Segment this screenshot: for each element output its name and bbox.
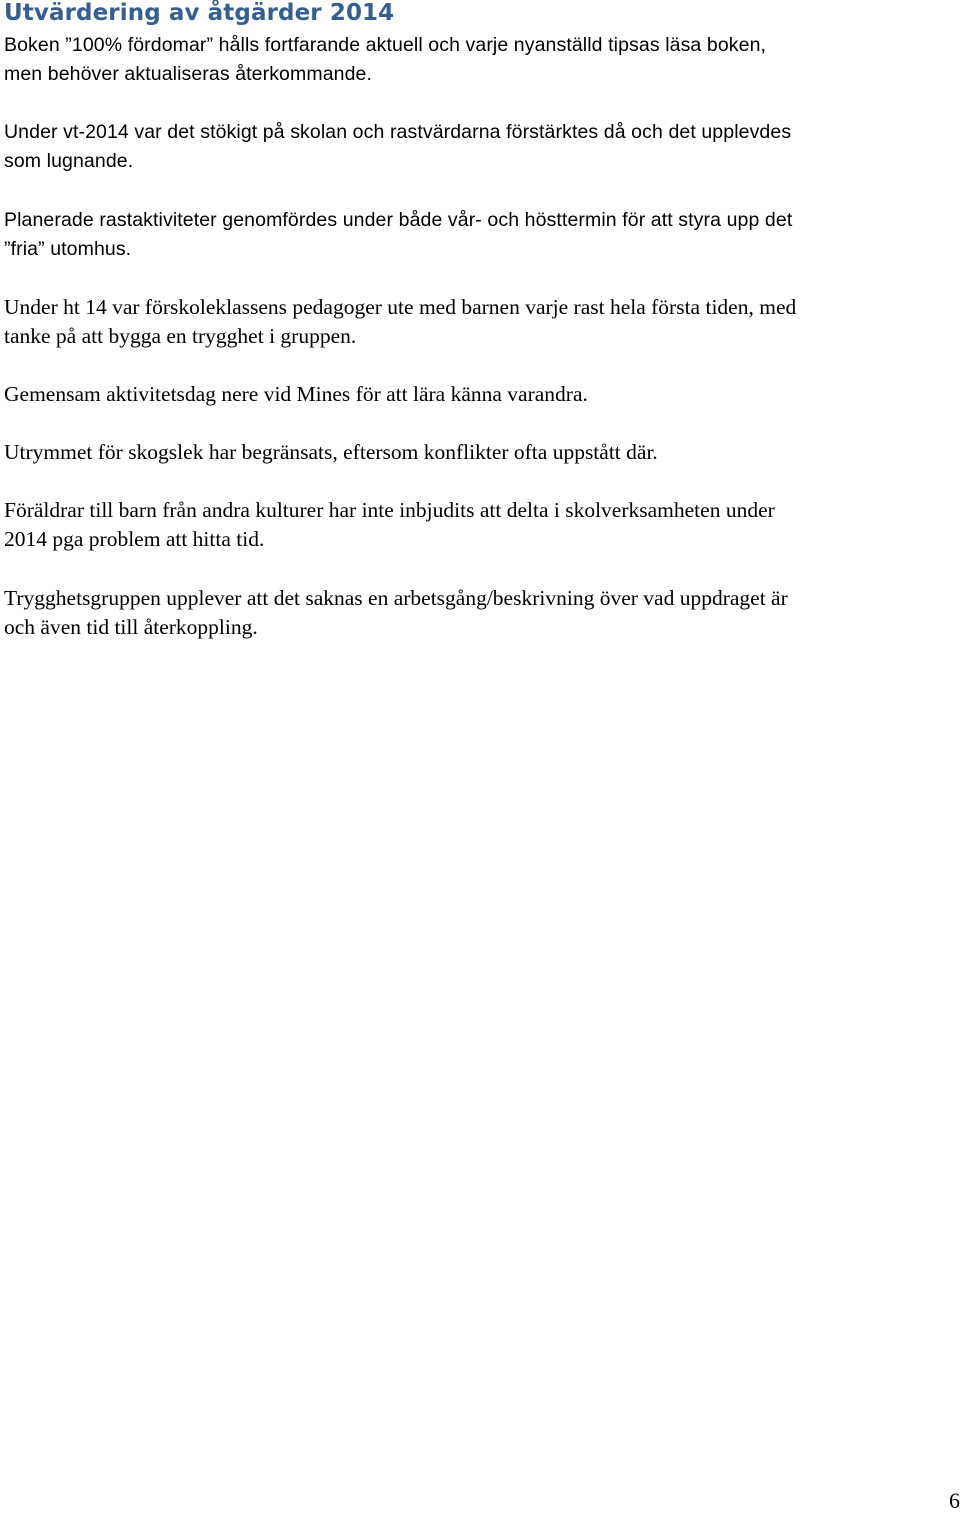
paragraph-safety-group <box>4 584 954 642</box>
paragraph-line: Under vt-2014 var det stökigt på skolan och rastvärdarna förstärktes då och det upplevdes <box>4 121 792 143</box>
paragraph-line: som lugnande. <box>4 150 134 172</box>
paragraph-break-activities <box>4 206 954 264</box>
paragraph-preschool-class <box>4 293 954 351</box>
paragraph-forest-play <box>4 438 954 467</box>
page-number: 6 <box>949 1488 960 1513</box>
paragraph-line: Gemensam aktivitetsdag nere vid Mines för att lära känna varandra. <box>4 382 588 406</box>
paragraph-spring-term <box>4 118 954 176</box>
paragraph-line: och även tid till återkoppling. <box>4 615 258 639</box>
paragraph-line: men behöver aktualiseras återkommande. <box>4 63 372 85</box>
paragraph-book-prejudice <box>4 31 954 89</box>
section-heading: Utvärdering av åtgärder 2014 <box>4 0 395 26</box>
paragraph-activity-day <box>4 380 954 409</box>
paragraph-line: 2014 pga problem att hitta tid. <box>4 527 265 551</box>
paragraph-line: Föräldrar till barn från andra kulturer har inte inbjudits att delta i skolverksamheten under <box>4 498 775 522</box>
paragraph-line: Utrymmet för skogslek har begränsats, eftersom konflikter ofta uppstått där. <box>4 440 658 464</box>
paragraph-line: Trygghetsgruppen upplever att det saknas en arbetsgång/beskrivning över vad uppdraget är <box>4 586 788 610</box>
paragraph-line: Under ht 14 var förskoleklassens pedagoger ute med barnen varje rast hela första tiden, med <box>4 295 797 319</box>
paragraph-line: tanke på att bygga en trygghet i gruppen. <box>4 324 357 348</box>
paragraph-parents <box>4 496 954 554</box>
paragraph-line: ”fria” utomhus. <box>4 238 132 260</box>
paragraph-line: Boken ”100% fördomar” hålls fortfarande aktuell och varje nyanställd tipsas läsa boken, <box>4 34 767 56</box>
paragraph-line: Planerade rastaktiviteter genomfördes under både vår- och hösttermin för att styra upp det <box>4 209 793 231</box>
